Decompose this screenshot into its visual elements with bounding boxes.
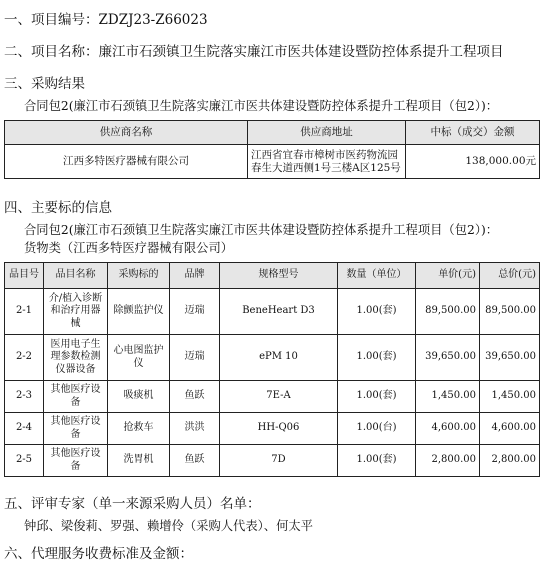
- item-name-cell: 医用电子生理参数检测仪器设备: [44, 335, 108, 381]
- header-spec: 规格型号: [220, 263, 338, 289]
- item-name-cell: 其他医疗设备: [44, 445, 108, 477]
- unit-price-cell: 89,500.00: [416, 289, 480, 335]
- table-row: [5, 335, 540, 381]
- header-brand: 品牌: [170, 263, 220, 289]
- table-row: [5, 413, 540, 445]
- header-item-name: 品目名称: [44, 263, 108, 289]
- supplier-name-cell: 江西多特医疗器械有限公司: [5, 145, 248, 179]
- unit-price-cell: 1,450.00: [416, 381, 480, 413]
- spec-cell: HH-Q06: [220, 413, 338, 445]
- brand-cell: 洪洪: [170, 413, 220, 445]
- agency-fee-heading: 六、代理服务收费标准及金额：: [4, 546, 193, 562]
- supplier-address-cell: 江西省宜春市樟树市医药物流园春生大道西侧1号三楼A区125号: [248, 145, 406, 179]
- header-quantity: 数量（单位）: [338, 263, 416, 289]
- spec-cell: ePM 10: [220, 335, 338, 381]
- spec-cell: BeneHeart D3: [220, 289, 338, 335]
- project-name-heading: 二、项目名称：廉江市石颈镇卫生院落实廉江市医共体建设暨防控体系提升工程项目: [4, 44, 504, 60]
- experts-names: 钟邱、梁俊莉、罗强、赖增伶（采购人代表）、何太平: [24, 519, 313, 533]
- target-cell: 洗胃机: [108, 445, 170, 477]
- header-supplier-address: 供应商地址: [248, 121, 406, 145]
- target-cell: 心电图监护仪: [108, 335, 170, 381]
- quantity-cell: 1.00(套): [338, 381, 416, 413]
- procurement-result-heading: 三、采购结果: [4, 76, 85, 92]
- item-no-cell: 2-1: [5, 289, 44, 335]
- total-price-cell: 4,600.00: [480, 413, 540, 445]
- brand-cell: 迈瑞: [170, 335, 220, 381]
- header-unit-price: 单价(元): [416, 263, 480, 289]
- table-row: [5, 445, 540, 477]
- project-number-heading: 一、项目编号：ZDZJ23-Z66023: [4, 12, 208, 28]
- bid-amount-cell: 138,000.00元: [406, 145, 540, 179]
- total-price-cell: 1,450.00: [480, 381, 540, 413]
- header-supplier-name: 供应商名称: [5, 121, 248, 145]
- brand-cell: 鱼跃: [170, 445, 220, 477]
- quantity-cell: 1.00(套): [338, 289, 416, 335]
- target-cell: 抢救车: [108, 413, 170, 445]
- item-name-cell: 其他医疗设备: [44, 381, 108, 413]
- total-price-cell: 89,500.00: [480, 289, 540, 335]
- contract-package-label: 合同包2(廉江市石颈镇卫生院落实廉江市医共体建设暨防控体系提升工程项目（包2）)：: [24, 99, 499, 113]
- item-no-cell: 2-4: [5, 413, 44, 445]
- header-total-price: 总价(元): [480, 263, 540, 289]
- item-no-cell: 2-2: [5, 335, 44, 381]
- supplier-table: [4, 120, 540, 179]
- item-no-cell: 2-3: [5, 381, 44, 413]
- main-items-heading: 四、主要标的信息: [4, 200, 112, 216]
- total-price-cell: 2,800.00: [480, 445, 540, 477]
- target-cell: 除颤监护仪: [108, 289, 170, 335]
- brand-cell: 鱼跃: [170, 381, 220, 413]
- item-name-cell: 介/植入诊断和治疗用器械: [44, 289, 108, 335]
- brand-cell: 迈瑞: [170, 289, 220, 335]
- item-name-cell: 其他医疗设备: [44, 413, 108, 445]
- total-price-cell: 39,650.00: [480, 335, 540, 381]
- table-row: [5, 145, 540, 179]
- goods-category-label: 货物类（江西多特医疗器械有限公司）: [24, 241, 234, 255]
- target-cell: 吸痰机: [108, 381, 170, 413]
- table-row: [5, 289, 540, 335]
- header-bid-amount: 中标（成交）金额: [406, 121, 540, 145]
- spec-cell: 7E-A: [220, 381, 338, 413]
- unit-price-cell: 39,650.00: [416, 335, 480, 381]
- header-target: 采购标的: [108, 263, 170, 289]
- contract-package-label-2: 合同包2(廉江市石颈镇卫生院落实廉江市医共体建设暨防控体系提升工程项目（包2）)：: [24, 223, 499, 237]
- quantity-cell: 1.00(套): [338, 335, 416, 381]
- experts-heading: 五、评审专家（单一来源采购人员）名单：: [4, 496, 261, 512]
- item-no-cell: 2-5: [5, 445, 44, 477]
- spec-cell: 7D: [220, 445, 338, 477]
- items-table: [4, 262, 540, 477]
- unit-price-cell: 2,800.00: [416, 445, 480, 477]
- unit-price-cell: 4,600.00: [416, 413, 480, 445]
- table-row: [5, 381, 540, 413]
- header-item-no: 品目号: [5, 263, 44, 289]
- quantity-cell: 1.00(套): [338, 445, 416, 477]
- quantity-cell: 1.00(台): [338, 413, 416, 445]
